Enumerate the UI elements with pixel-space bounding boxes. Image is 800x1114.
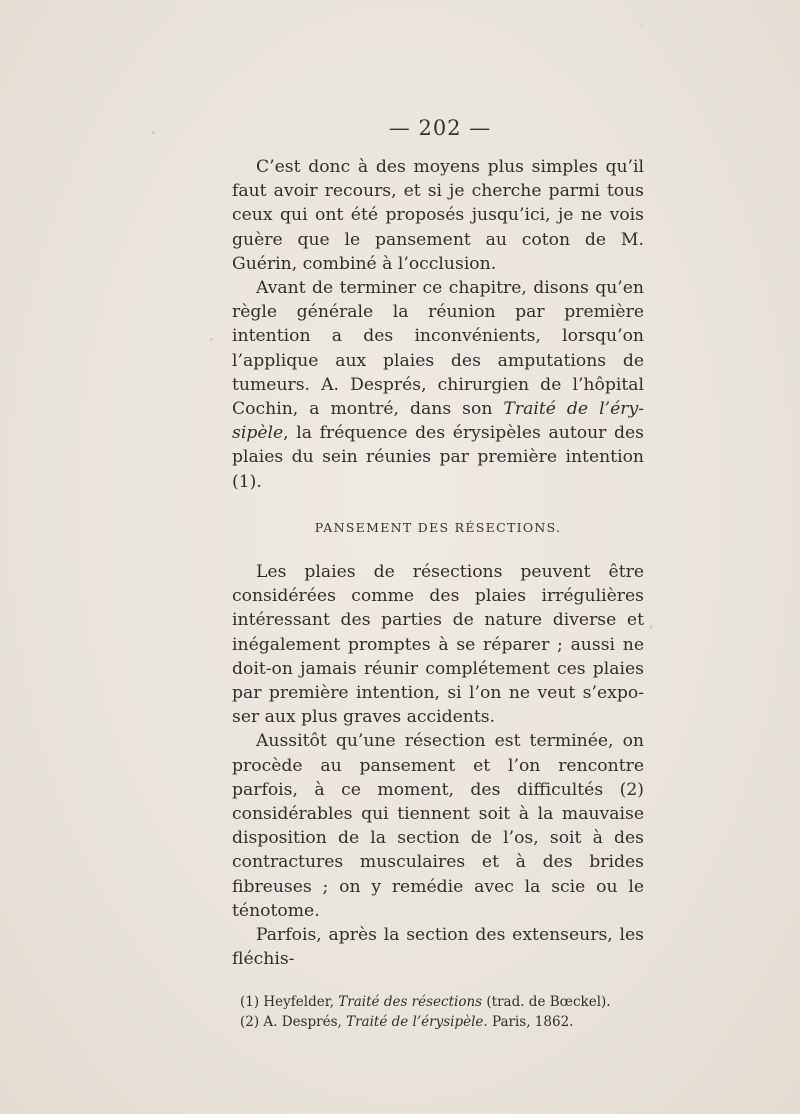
paper-speck [641, 25, 643, 27]
paragraph-2 [232, 276, 644, 494]
footnote-2 [232, 1012, 644, 1032]
paragraph-1: C’est donc à des moyens plus simples qu’il faut avoir recours, et si je cherche parmi tous ceux qui ont été proposés jusqu’ici, je ne vois guère que le pansement au coton de M. Guérin, combiné à l’occlusion. [232, 157, 644, 274]
footnote-1-title: Traité des résections [338, 993, 483, 1010]
book-title-erysipele: Traité de l’érysipèle [232, 399, 644, 444]
paper-speck [650, 625, 652, 629]
paper-speck [210, 338, 213, 341]
page-number: — 202 — [388, 116, 492, 140]
footnote-1-text-end: (trad. de Bœckel). [482, 993, 611, 1010]
footnote-2-text-end: . Paris, 1862. [483, 1013, 574, 1030]
footnote-2-title: Traité de l’érysipèle [346, 1013, 484, 1030]
section-heading: PANSEMENT DES RÉSECTIONS. [314, 519, 562, 535]
paragraph-2-text-end: , la fréquence des érysipèles autour des plaies du sein réunies par première intention (1). [232, 423, 644, 492]
paragraph-5: Parfois, après la section des extenseurs, les fléchis- [232, 925, 644, 970]
footnote-1-text-start: (1) Heyfelder, [240, 993, 339, 1010]
paragraph-3: Les plaies de résections peuvent être considérées comme des plaies irrégulières intéressant des parties de nature diverse et inégalement promptes à se réparer ; aussi ne doit-on jamais réunir complétement ces plaies par première intention, si l’on ne veut s’exposer aux plus graves accidents. [232, 562, 644, 728]
paragraph-2-text-start: Avant de terminer ce chapitre, disons qu’en règle générale la réunion par première intention a des inconvénients, lorsqu’on l’applique aux plaies des amputations de tumeurs. A. Després, chirurgien de l’hôpital Cochin, a montré, dans son [232, 278, 644, 420]
footnote-2-text-start: (2) A. Després, [240, 1013, 347, 1030]
main-text [232, 155, 644, 1032]
footnotes [232, 992, 644, 1032]
footnote-1 [232, 992, 644, 1012]
paragraph-4: Aussitôt qu’une résection est terminée, on procède au pansement et l’on rencontre parfois, à ce moment, des difficultés (2) considérables qui tiennent soit à la mauvaise disposition de la section de l’os, soit à des contractures musculaires et à des brides fibreuses ; on y remédie avec la scie ou le ténotome. [232, 731, 644, 921]
